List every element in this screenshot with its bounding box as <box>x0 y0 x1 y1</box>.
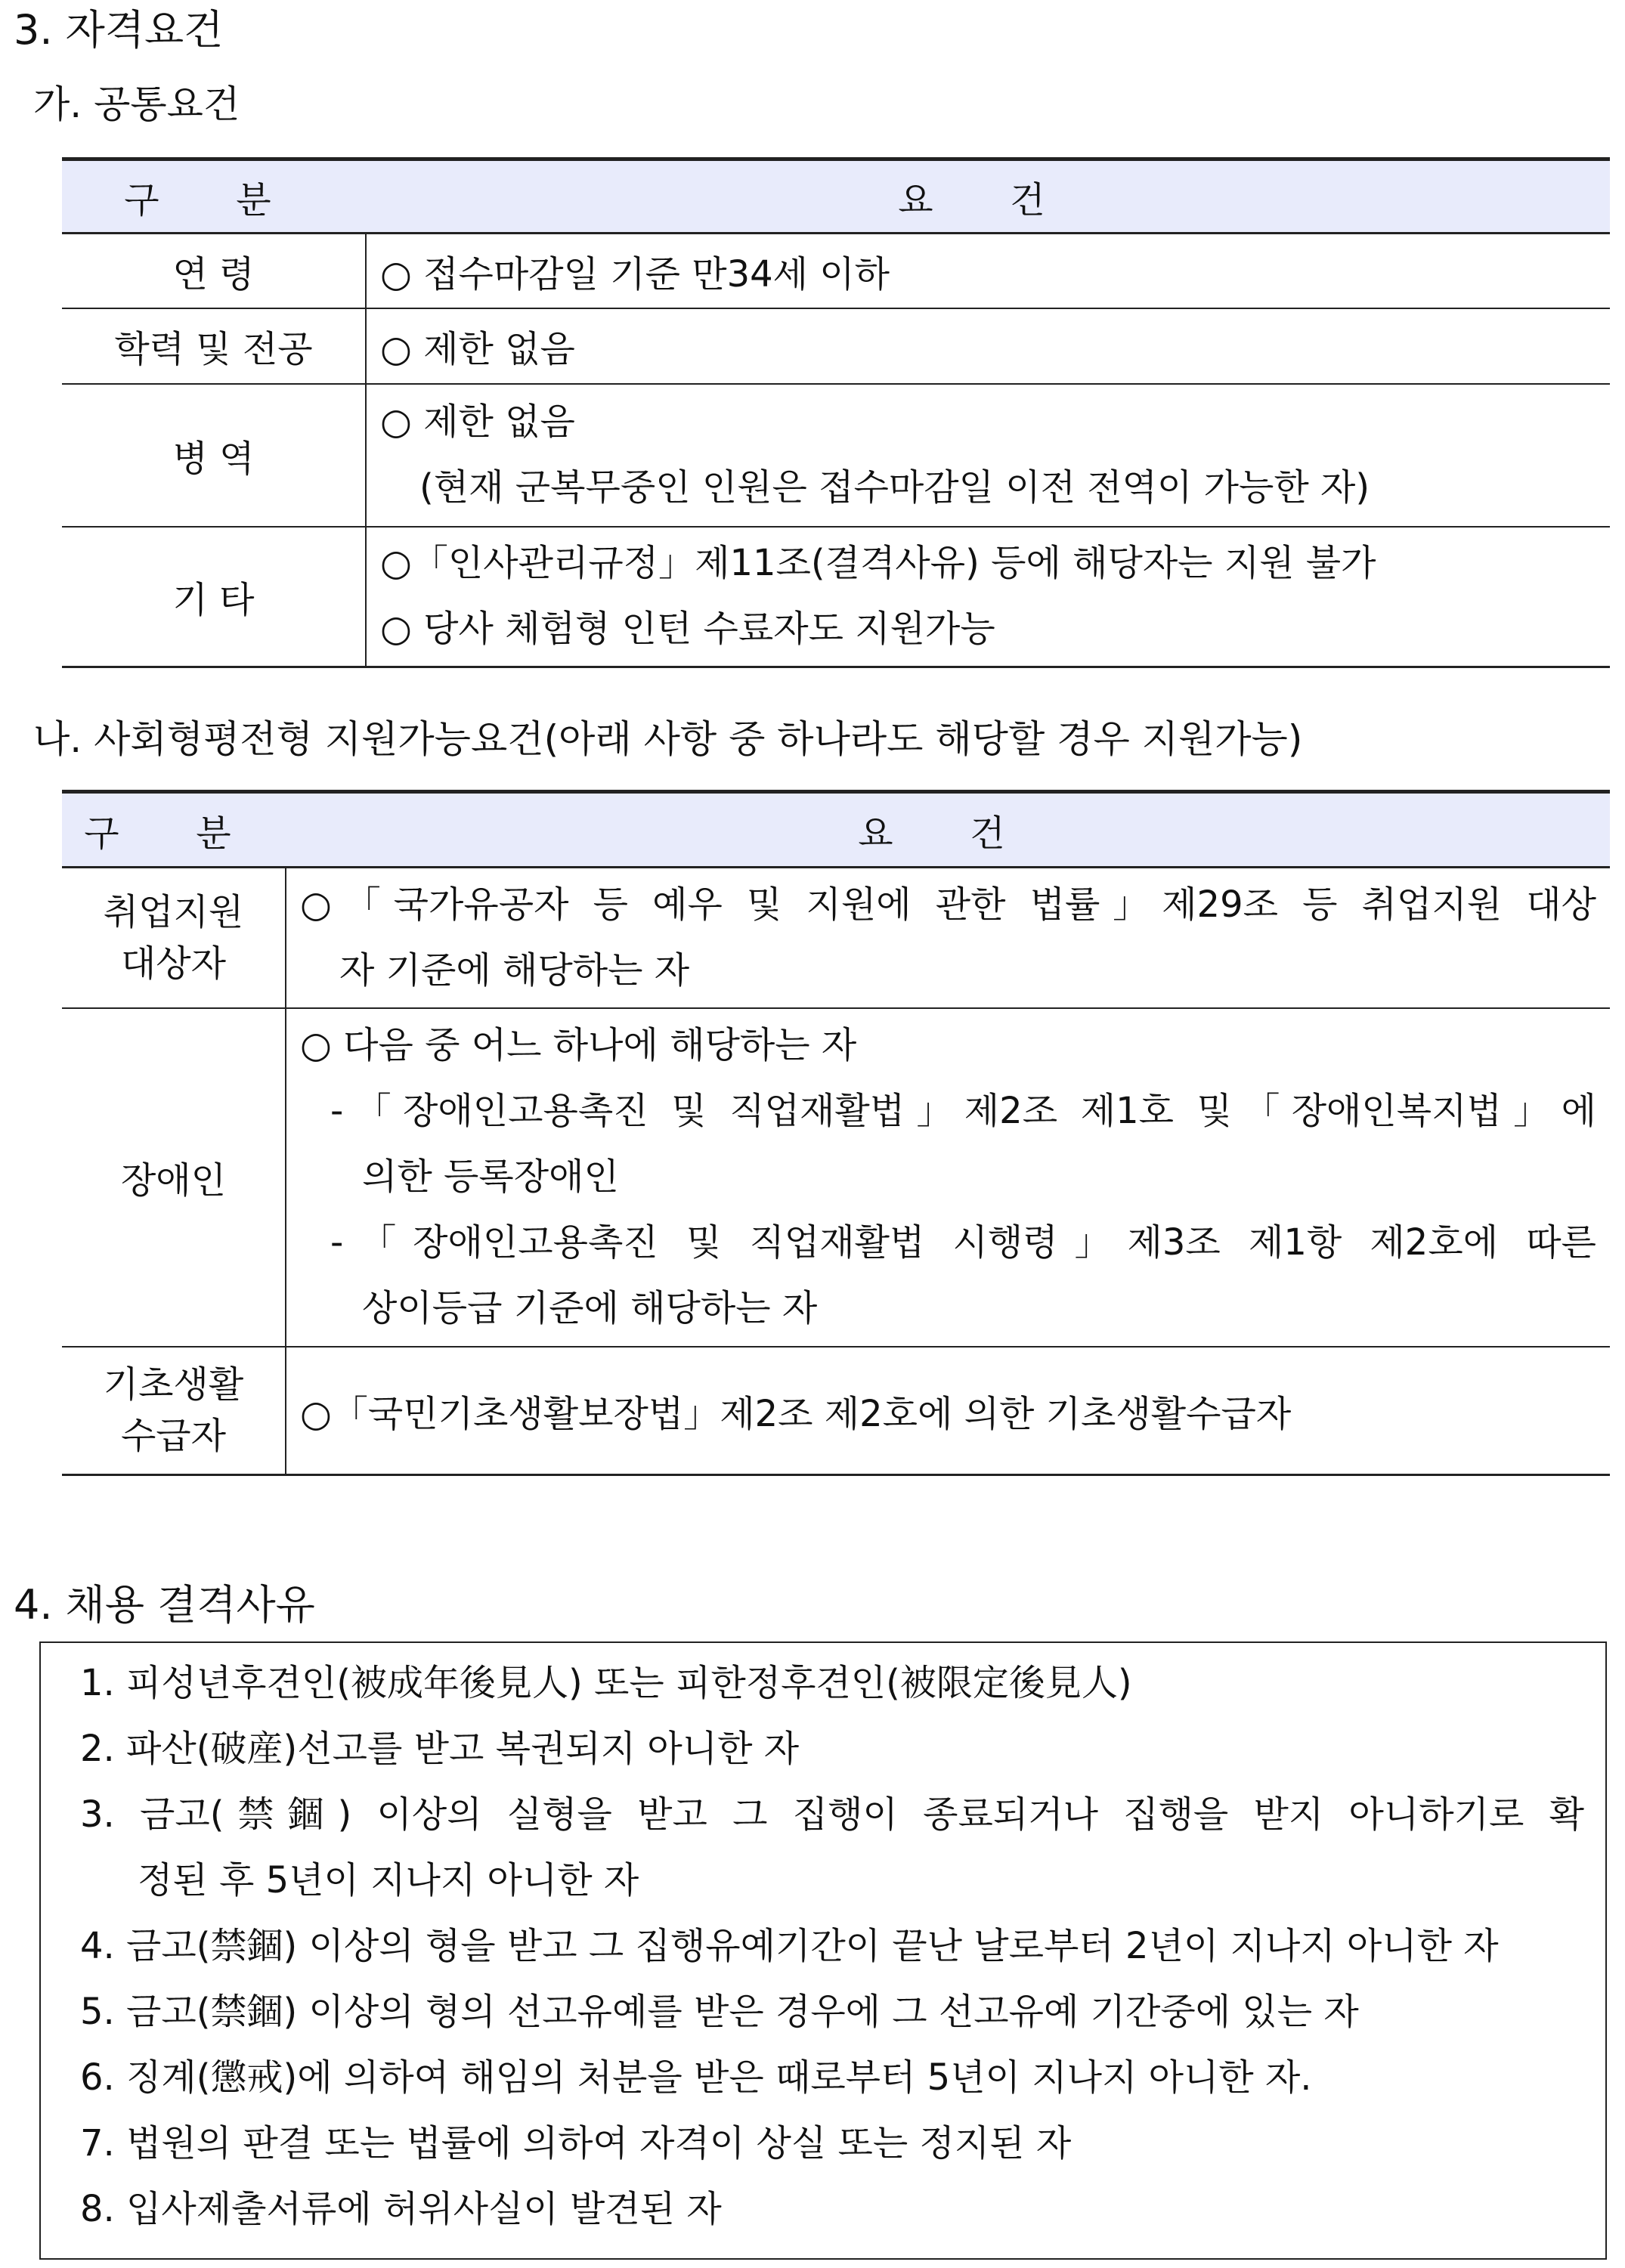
row-text: ○ 다음 중 어느 하나에 해당하는 자 <box>300 1024 857 1066</box>
disqualification-list <box>39 1641 1607 2260</box>
row-text: 상이등급 기준에 해당하는 자 <box>362 1287 818 1329</box>
row-label: 장애인 <box>62 1008 286 1347</box>
row-label: 연 령 <box>62 234 366 308</box>
table-row <box>62 1008 1610 1347</box>
social-equity-requirements-table <box>62 790 1610 1476</box>
row-text: ○「국민기초생활보장법」제2조 제2호에 의한 기초생활수급자 <box>300 1392 1292 1435</box>
row-text: 자 기준에 해당하는 자 <box>339 948 690 992</box>
row-label: 기초생활 <box>103 1363 244 1406</box>
row-label: 기 타 <box>62 527 366 667</box>
header-category: 구 분 <box>62 159 366 234</box>
row-label: 학력 및 전공 <box>62 308 366 384</box>
list-item: 8. 입사제출서류에 허위사실이 발견된 자 <box>80 2188 722 2230</box>
list-item: 1. 피성년후견인(被成年後見人) 또는 피한정후견인(被限定後見人) <box>80 1662 1132 1704</box>
list-item: 5. 금고(禁錮) 이상의 형의 선고유예를 받은 경우에 그 선고유예 기간중에 있는 자 <box>80 1991 1359 2033</box>
header-requirement: 요 건 <box>366 159 1610 234</box>
list-item: 6. 징계(懲戒)에 의하여 해임의 처분을 받은 때로부터 5년이 지나지 아니한 자. <box>80 2056 1312 2099</box>
header-category: 구 분 <box>62 792 286 868</box>
row-label: 병 역 <box>62 384 366 527</box>
table-row <box>62 234 1610 308</box>
table-row <box>62 384 1610 527</box>
row-text: ○ 당사 체험형 인턴 수료자도 지원가능 <box>380 608 995 651</box>
header-requirement: 요 건 <box>286 792 1610 868</box>
subsection-a-title: 가. 공통요건 <box>33 82 240 126</box>
row-text: ○「인사관리규정」제11조(결격사유) 등에 해당자는 지원 불가 <box>380 542 1376 585</box>
table-row <box>62 868 1610 1008</box>
table-row <box>62 527 1610 667</box>
row-label: 취업지원 <box>103 890 244 933</box>
row-text: -「장애인고용촉진 및 직업재활법」제2조 제1호 및「장애인복지법」에 <box>330 1090 1596 1132</box>
list-item: 4. 금고(禁錮) 이상의 형을 받고 그 집행유예기간이 끝난 날로부터 2년이 지나지 아니한 자 <box>80 1925 1499 1967</box>
list-item: 7. 법원의 판결 또는 법률에 의하여 자격이 상실 또는 정지된 자 <box>80 2122 1072 2164</box>
row-label: 수급자 <box>120 1415 227 1458</box>
list-item: 3. 금고(禁錮) 이상의 실형을 받고 그 집행이 종료되거나 집행을 받지 아니하기로 확 <box>80 1793 1584 1836</box>
row-text: -「장애인고용촉진 및 직업재활법 시행령」제3조 제1항 제2호에 따른 <box>330 1221 1596 1264</box>
common-requirements-table <box>62 157 1610 668</box>
table-row <box>62 308 1610 384</box>
row-text: ○ 접수마감일 기준 만34세 이하 <box>380 252 890 295</box>
row-text: (현재 군복무중인 인원은 접수마감일 이전 전역이 가능한 자) <box>419 466 1370 509</box>
row-text: ○ 제한 없음 <box>380 401 575 443</box>
row-label: 대상자 <box>120 942 227 985</box>
table-row <box>62 1347 1610 1475</box>
section-3-title: 3. 자격요건 <box>14 6 224 54</box>
section-4-title: 4. 채용 결격사유 <box>14 1581 315 1629</box>
row-text: 의한 등록장애인 <box>362 1156 619 1198</box>
row-text: ○ 제한 없음 <box>380 328 575 370</box>
list-item-continuation: 정된 후 5년이 지나지 아니한 자 <box>138 1859 639 1901</box>
row-text: ○「국가유공자 등 예우 및 지원에 관한 법률」제29조 등 취업지원 대상 <box>300 883 1596 926</box>
list-item: 2. 파산(破産)선고를 받고 복권되지 아니한 자 <box>80 1728 800 1770</box>
subsection-b-title: 나. 사회형평전형 지원가능요건(아래 사항 중 하나라도 해당할 경우 지원가능) <box>33 717 1303 761</box>
